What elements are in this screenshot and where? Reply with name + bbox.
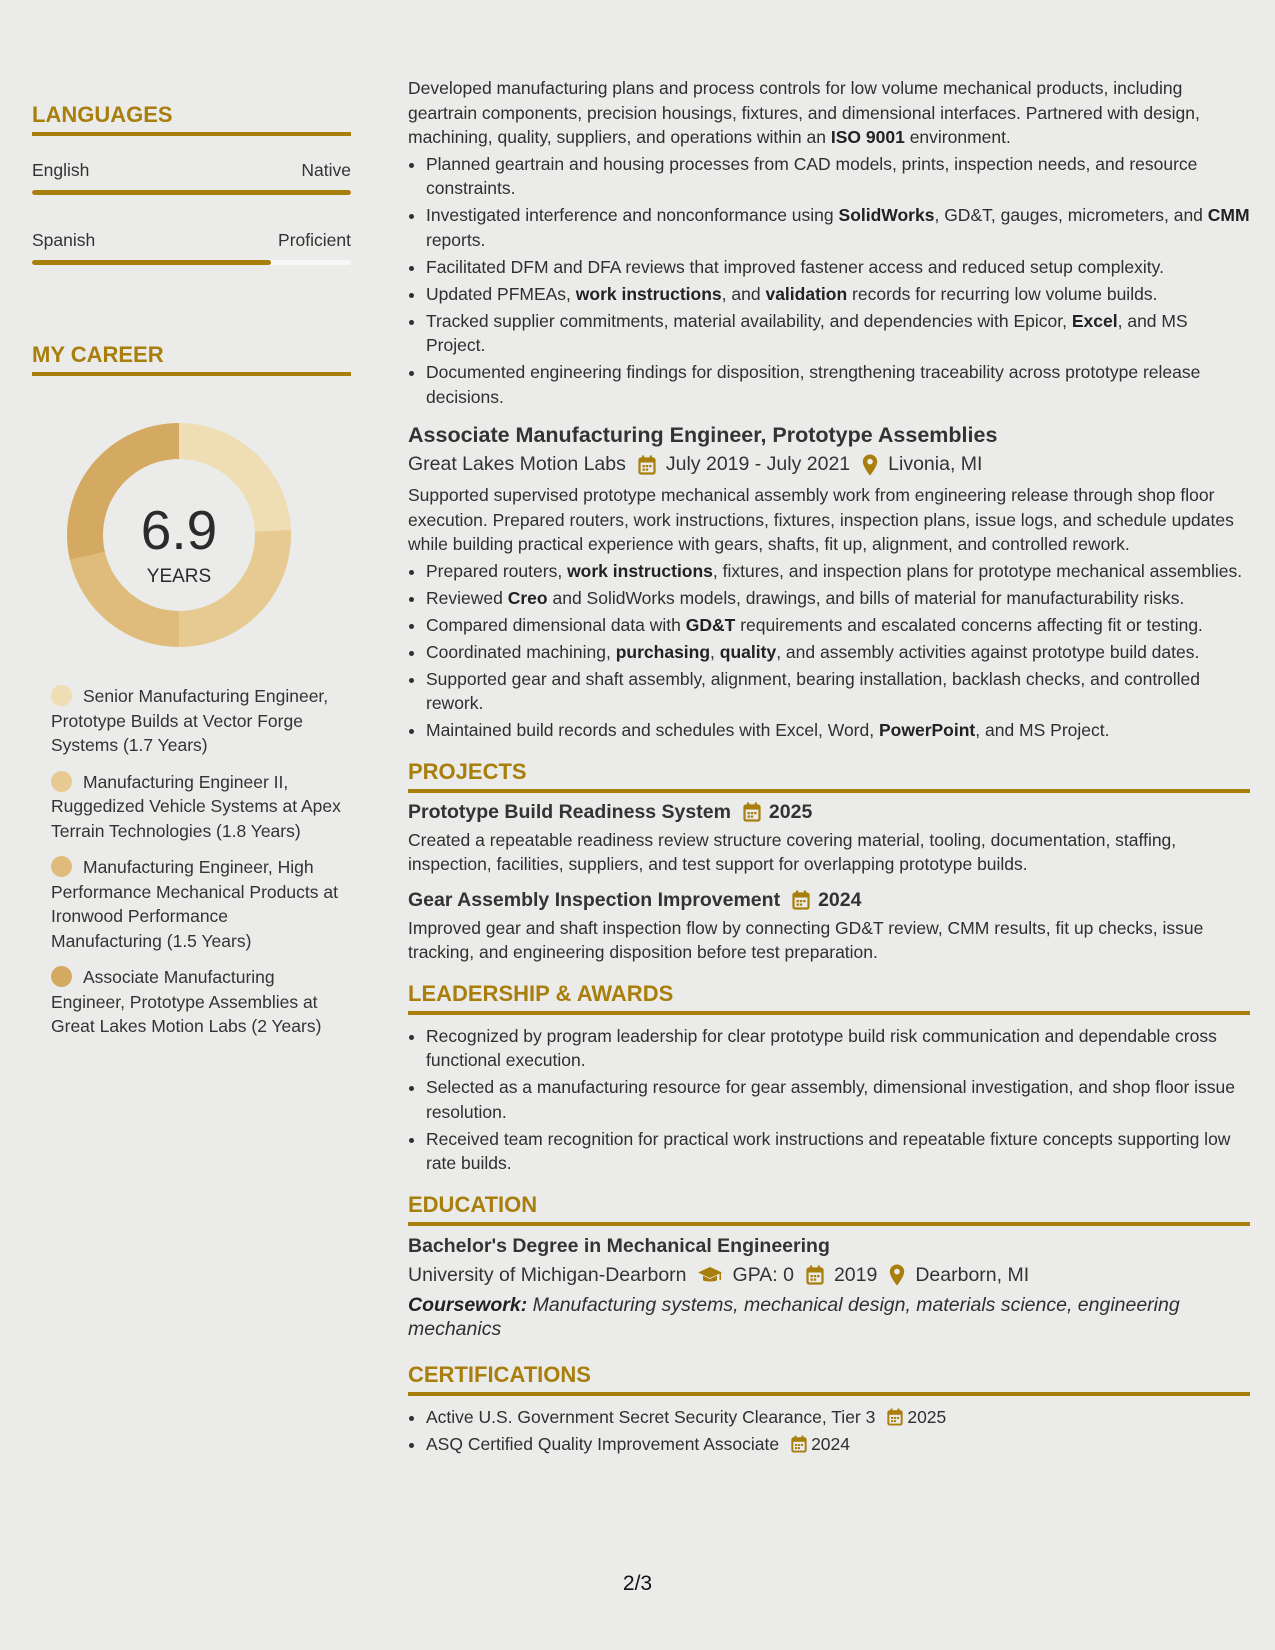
career-heading: MY CAREER xyxy=(32,342,351,376)
project-name: Prototype Build Readiness System xyxy=(408,800,731,823)
company-name: Great Lakes Motion Labs xyxy=(408,453,626,475)
language-bar-fill xyxy=(32,260,271,265)
legend-swatch xyxy=(51,966,72,987)
project-name: Gear Assembly Inspection Improvement xyxy=(408,888,781,911)
list-item: • Tracked supplier commitments, material availability, and dependencies with Epicor, Excel, and MS Project. xyxy=(426,309,1250,358)
legend-item xyxy=(51,770,341,844)
school-location: Dearborn, MI xyxy=(915,1263,1030,1286)
list-item: • Coordinated machining, purchasing, quality, and assembly activities against prototype build dates. xyxy=(426,640,1250,665)
leadership-list xyxy=(408,1024,1250,1176)
job-location: Livonia, MI xyxy=(888,453,983,475)
coursework: Coursework: Manufacturing systems, mechanical design, materials science, engineering mechanics xyxy=(408,1293,1180,1340)
language-item xyxy=(32,160,351,195)
leadership-heading: LEADERSHIP & AWARDS xyxy=(408,981,1250,1015)
legend-swatch xyxy=(51,685,72,706)
calendar-icon xyxy=(792,890,810,910)
career-donut-chart xyxy=(66,422,292,648)
career-unit: YEARS xyxy=(146,566,212,587)
prev-job-bullets xyxy=(408,152,1250,410)
legend-label: Senior Manufacturing Engineer, Prototype Builds at Vector Forge Systems (1.7 Years) xyxy=(51,686,329,755)
job-summary: Supported supervised prototype mechanical assembly work from engineering release through shop floor execution. Prepared routers, work instructions, fixtures, inspection plans, issue logs, and schedule updates while building practical experience with gears, shafts, fit up, alignment, and controlled rework. xyxy=(408,485,1234,554)
list-item: • Reviewed Creo and SolidWorks models, drawings, and bills of material for manufacturability risks. xyxy=(426,586,1250,611)
list-item: • Investigated interference and nonconformance using SolidWorks, GD&T, gauges, micrometers, and CMM reports. xyxy=(426,203,1250,252)
legend-swatch xyxy=(51,771,72,792)
cert-name: • Active U.S. Government Secret Security Clearance, Tier 3 xyxy=(426,1406,876,1427)
list-item: • Received team recognition for practical work instructions and repeatable fixture concepts supporting low rate builds. xyxy=(426,1127,1250,1176)
language-level: Native xyxy=(301,160,351,180)
language-name: Spanish xyxy=(32,230,96,250)
job-title: Associate Manufacturing Engineer, Prototype Assemblies xyxy=(408,423,998,447)
list-item: • Recognized by program leadership for clear prototype build risk communication and dependable cross functional execution. xyxy=(426,1024,1250,1073)
language-bar-fill xyxy=(32,190,351,195)
job-meta xyxy=(408,453,1250,476)
cert-year: 2025 xyxy=(907,1406,947,1427)
job-bullets xyxy=(408,559,1250,743)
calendar-icon xyxy=(887,1408,903,1426)
calendar-icon xyxy=(743,802,761,822)
calendar-icon xyxy=(638,455,656,475)
cert-name: • ASQ Certified Quality Improvement Associate xyxy=(426,1433,780,1454)
graduation-cap-icon xyxy=(697,1265,723,1285)
certifications-list xyxy=(408,1405,1250,1457)
list-item: • Maintained build records and schedules with Excel, Word, PowerPoint, and MS Project. xyxy=(426,718,1250,743)
list-item xyxy=(426,1405,1250,1430)
main-content xyxy=(408,76,1250,1459)
legend-item xyxy=(51,965,341,1039)
legend-swatch xyxy=(51,856,72,877)
project-description: Created a repeatable readiness review structure covering material, tooling, documentation, staffing, inspection, facilities, suppliers, and test support for overlapping prototype builds. xyxy=(408,829,1177,874)
calendar-icon xyxy=(806,1265,824,1285)
certifications-heading: CERTIFICATIONS xyxy=(408,1362,1250,1396)
language-item xyxy=(32,230,351,265)
project-item xyxy=(408,889,1250,965)
list-item: • Selected as a manufacturing resource for gear assembly, dimensional investigation, and shop floor issue resolution. xyxy=(426,1075,1250,1124)
page-number: 2/3 xyxy=(622,1572,653,1595)
languages-heading: LANGUAGES xyxy=(32,102,351,136)
location-pin-icon xyxy=(862,454,878,476)
career-legend xyxy=(32,684,341,1051)
location-pin-icon xyxy=(889,1264,905,1286)
career-total: 6.9 xyxy=(140,499,218,561)
list-item: • Supported gear and shaft assembly, alignment, bearing installation, backlash checks, and controlled rework. xyxy=(426,667,1250,716)
education-meta xyxy=(408,1264,1250,1287)
list-item xyxy=(426,1432,1250,1457)
project-year: 2024 xyxy=(818,888,862,911)
project-description: Improved gear and shaft inspection flow by connecting GD&T review, CMM results, fit up checks, issue tracking, and engineering disposition before test preparation. xyxy=(408,917,1204,962)
job-dates: July 2019 - July 2021 xyxy=(665,453,851,475)
legend-label: Associate Manufacturing Engineer, Prototype Assemblies at Great Lakes Motion Labs (2 Years) xyxy=(51,967,322,1036)
list-item: • Facilitated DFM and DFA reviews that improved fastener access and reduced setup complexity. xyxy=(426,255,1250,280)
language-name: English xyxy=(32,160,90,180)
list-item: • Prepared routers, work instructions, fixtures, and inspection plans for prototype mechanical assemblies. xyxy=(426,559,1250,584)
school-name: University of Michigan-Dearborn xyxy=(408,1263,687,1286)
graduation-year: 2019 xyxy=(833,1263,878,1286)
project-year: 2025 xyxy=(768,800,813,823)
list-item: • Updated PFMEAs, work instructions, and validation records for recurring low volume builds. xyxy=(426,282,1250,307)
legend-label: Manufacturing Engineer, High Performance Mechanical Products at Ironwood Performance Manufacturing (1.5 Years) xyxy=(51,857,338,951)
list-item: • Documented engineering findings for disposition, strengthening traceability across prototype release decisions. xyxy=(426,360,1250,409)
gpa: GPA: 0 xyxy=(732,1263,794,1286)
cert-year: 2024 xyxy=(811,1433,850,1454)
project-item xyxy=(408,801,1250,877)
legend-item xyxy=(51,684,341,758)
education-heading: EDUCATION xyxy=(408,1192,1250,1226)
calendar-icon xyxy=(791,1435,807,1453)
language-bar xyxy=(32,190,351,195)
prev-job-summary: Developed manufacturing plans and process controls for low volume mechanical products, including geartrain components, precision housings, fixtures, and dimensional interfaces. Partnered with design, machining, quality, suppliers, and operations within an ISO 9001 environment. xyxy=(408,78,1200,147)
language-bar xyxy=(32,260,351,265)
legend-item xyxy=(51,855,341,953)
legend-label: Manufacturing Engineer II, Ruggedized Vehicle Systems at Apex Terrain Technologies (1.8 Years) xyxy=(51,771,341,841)
list-item: • Compared dimensional data with GD&T requirements and escalated concerns affecting fit or testing. xyxy=(426,613,1250,638)
list-item: • Planned geartrain and housing processes from CAD models, prints, inspection needs, and resource constraints. xyxy=(426,152,1250,201)
degree-title: Bachelor's Degree in Mechanical Engineering xyxy=(408,1234,830,1257)
language-level: Proficient xyxy=(278,230,351,250)
projects-heading: PROJECTS xyxy=(408,759,1250,793)
